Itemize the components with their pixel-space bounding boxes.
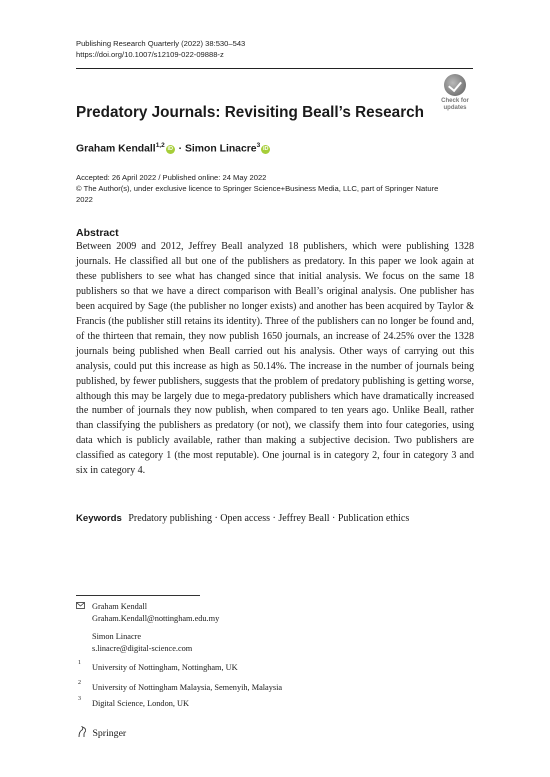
header-rule — [76, 68, 473, 69]
affiliation-text: University of Nottingham, Nottingham, UK — [92, 663, 238, 672]
keywords-list: Predatory publishing · Open access · Jeffrey Beall · Publication ethics — [128, 513, 410, 524]
publisher-footer — [76, 726, 126, 739]
affiliation-number: 3 — [78, 696, 81, 702]
keywords-label: Keywords — [76, 513, 122, 524]
check-for-updates-badge[interactable] — [436, 74, 474, 116]
journal-citation: Publishing Research Quarterly (2022) 38:530–543 — [76, 39, 246, 48]
abstract-body: Between 2009 and 2012, Jeffrey Beall analyzed 18 publishers, which were publishing 1328 journals. He classified all but one of the publishers as predatory. In this paper we look again at these publishers to see what has changed since that initial analysis. We focus on the same 18 publishers so that we have a direct comparison with Beall’s original analysis. One publisher has been acquired by Sage (the publisher no longer exists) and another has been acquired by Taylor & Francis (the publisher still retains its identity). Three of the publishers can no longer be found and, of the thirteen that remain, they now publish 1650 journals, an increase of 24.25% over the 1328 journals being published when Beall carried out his analysis. Other ways of carrying out this analysis, could put this increase as high as 50.14%. The increase in the number of journals being published, by fewer publishers, suggests that the problem of predatory publishing is getting worse, although this may be largely due to mega-predatory publishers which have dramatically increased the number of journals they now publish, when compared to ten years ago. Unlike Beall, rather than classifying the publishers as predatory (or not), we classify them into four categories, using data which is publicly available, rather than making a subjective decision. Two publishers are classified as category 1 (the most reputable). One journal is in category 2, four in category 3 and six in category 4. — [76, 241, 474, 477]
corresponding-author-name: Graham Kendall — [92, 602, 148, 611]
keywords-section — [76, 513, 409, 524]
orcid-icon[interactable]: iD — [262, 146, 269, 153]
article-title: Predatory Journals: Revisiting Beall’s Research — [76, 104, 424, 121]
envelope-icon — [76, 602, 85, 609]
author-name-kendall[interactable]: Graham Kendall — [76, 143, 156, 155]
dates-line: Accepted: 26 April 2022 / Published online: 24 May 2022 — [76, 173, 267, 182]
abstract-heading: Abstract — [76, 227, 119, 239]
author-separator: · — [175, 143, 185, 155]
publisher-name: Springer — [92, 728, 127, 739]
corresponding-author-1 — [92, 601, 219, 624]
copyright-line: © The Author(s), under exclusive licence to Springer Science+Business Media, LLC, part of Springer Nature — [76, 184, 439, 193]
affiliation-number: 1 — [78, 660, 81, 666]
check-icon — [444, 74, 466, 96]
author-email[interactable]: s.linacre@digital-science.com — [92, 643, 193, 653]
author-name: Simon Linacre — [92, 632, 142, 641]
author-name-linacre[interactable]: Simon Linacre — [184, 143, 257, 155]
check-badge-label: Check for updates — [441, 98, 469, 111]
footnote-rule — [76, 595, 200, 596]
affiliation-text: University of Nottingham Malaysia, Semenyih, Malaysia — [92, 683, 283, 692]
affiliation-number: 2 — [78, 680, 81, 686]
orcid-icon[interactable]: iD — [167, 146, 173, 153]
author-affiliation-marks: 3 — [256, 142, 261, 149]
corresponding-author-2 — [92, 631, 192, 654]
copyright-year: 2022 — [76, 195, 93, 204]
springer-horse-icon — [76, 726, 88, 738]
doi-link[interactable]: https://doi.org/10.1007/s12109-022-09888-z — [76, 50, 224, 59]
corresponding-author-email[interactable]: Graham.Kendall@nottingham.edu.my — [92, 613, 220, 623]
author-list — [76, 142, 271, 154]
publication-info — [76, 172, 476, 205]
journal-info — [76, 38, 245, 60]
author-affiliation-marks: 1,2 — [155, 142, 165, 149]
affiliation-text: Digital Science, London, UK — [92, 699, 190, 708]
